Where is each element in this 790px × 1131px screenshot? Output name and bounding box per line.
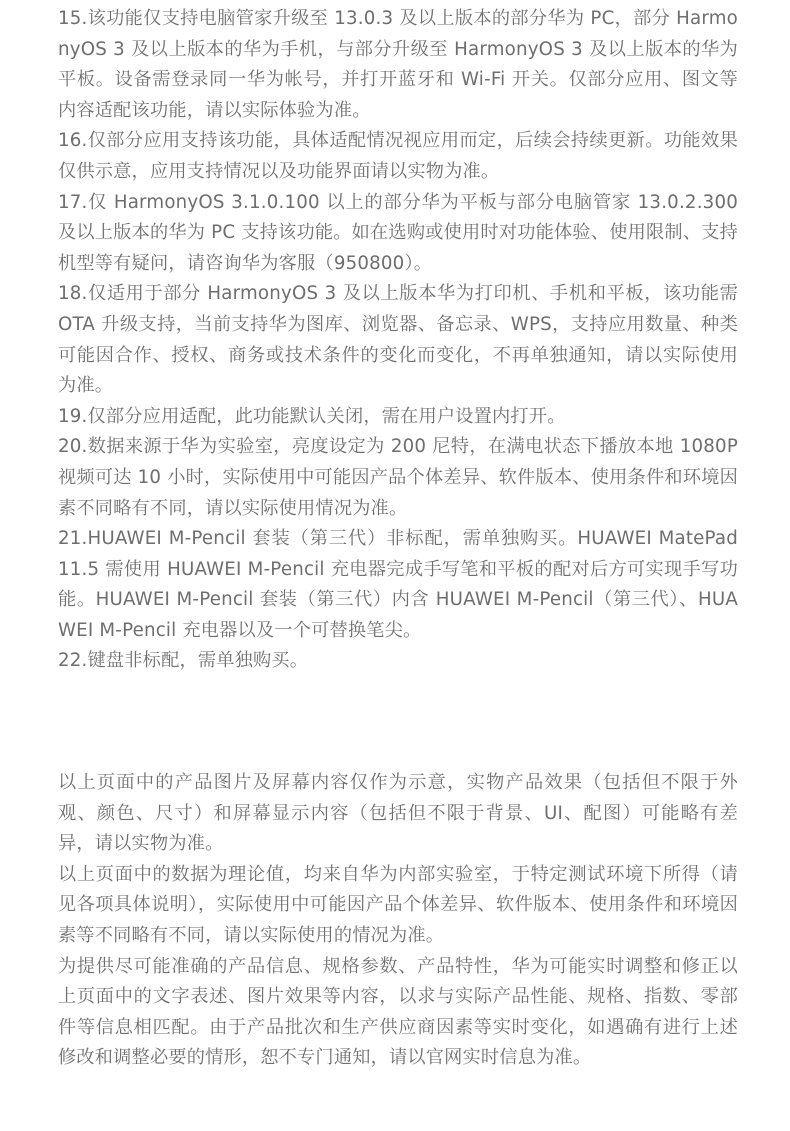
disclaimer-images: 以上页面中的产品图片及屏幕内容仅作为示意，实物产品效果（包括但不限于外观、颜色、尺寸）和屏幕显示内容（包括但不限于背景、UI、配图）可能略有差异，请以实物为准。 <box>58 772 738 855</box>
footnote-22: 22.键盘非标配，需单独购买。 <box>58 650 309 672</box>
footnote-15: 15.该功能仅支持电脑管家升级至 13.0.3 及以上版本的部分华为 PC，部分 HarmonyOS 3 及以上版本的华为手机，与部分升级至 HarmonyOS 3 及以上版本的华为平板。设备需登录同一华为帐号，并打开蓝牙和 Wi-Fi 开关。仅部分应用、图文等内容适配该功能，请以实际体验为准。 <box>58 8 738 121</box>
section-spacer <box>58 677 738 768</box>
disclaimer-updates: 为提供尽可能准确的产品信息、规格参数、产品特性，华为可能实时调整和修正以上页面中的文字表述、图片效果等内容，以求与实际产品性能、规格、指数、零部件等信息相匹配。由于产品批次和生产供应商因素等实时变化，如遇确有进行上述修改和调整必要的情形，恕不专门通知，请以官网实时信息为准。 <box>58 955 738 1069</box>
footnote-16: 16.仅部分应用支持该功能，具体适配情况视应用而定，后续会持续更新。功能效果仅供示意，应用支持情况以及功能界面请以实物为准。 <box>58 130 738 182</box>
footnote-20: 20.数据来源于华为实验室，亮度设定为 200 尼特，在满电状态下播放本地 1080P 视频可达 10 小时，实际使用中可能因产品个体差异、软件版本、使用条件和环境因素不同略有不同，请以实际使用情况为准。 <box>58 436 738 519</box>
disclaimer-data: 以上页面中的数据为理论值，均来自华为内部实验室，于特定测试环境下所得（请见各项具体说明），实际使用中可能因产品个体差异、软件版本、使用条件和环境因素等不同略有不同，请以实际使用的情况为准。 <box>58 863 738 947</box>
disclaimer-page <box>58 4 738 1074</box>
footnote-19: 19.仅部分应用适配，此功能默认关闭，需在用户设置内打开。 <box>58 405 566 427</box>
footnote-21: 21.HUAWEI M-Pencil 套装（第三代）非标配，需单独购买。HUAWEI MatePad 11.5 需使用 HUAWEI M-Pencil 充电器完成手写笔和平板的配对后方可实现手写功能。HUAWEI M-Pencil 套装（第三代）内含 HUAWEI M-Pencil（第三代）、HUAWEI M-Pencil 充电器以及一个可替换笔尖。 <box>58 528 738 641</box>
footnote-18: 18.仅适用于部分 HarmonyOS 3 及以上版本华为打印机、手机和平板，该功能需 OTA 升级支持，当前支持华为图库、浏览器、备忘录、WPS，支持应用数量、种类可能因合作、授权、商务或技术条件的变化而变化，不再单独通知，请以实际使用为准。 <box>58 283 738 397</box>
footnote-17: 17.仅 HarmonyOS 3.1.0.100 以上的部分华为平板与部分电脑管家 13.0.2.300 及以上版本的华为 PC 支持该功能。如在选购或使用时对功能体验、使用限制、支持机型等有疑问，请咨询华为客服（950800）。 <box>58 191 738 274</box>
